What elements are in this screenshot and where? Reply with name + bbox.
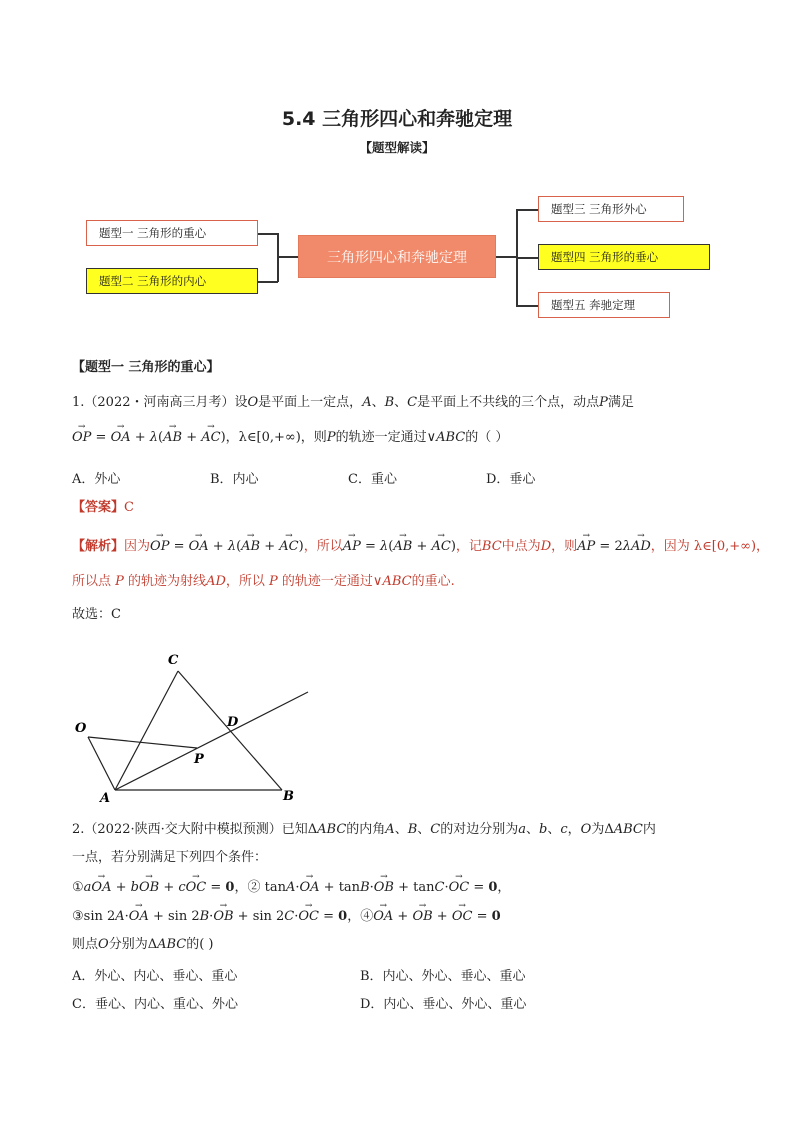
label-a: A [100, 791, 111, 806]
page-subtitle: 【题型解读】 [359, 140, 435, 155]
label-c: C [168, 653, 179, 668]
question-1-choice: 故选：C [72, 607, 121, 622]
mindmap-node-type5: 题型五 奔驰定理 [538, 292, 670, 318]
question-2-conditions-1: ①a→ OA + b→ OB + c→ OC = 0，② tanA·→ OA + tanB·→ OB + tanC·→ OC = 0， [72, 878, 510, 898]
question-1-option-a: A．外心 [72, 472, 121, 487]
connector [258, 281, 278, 283]
question-2-conditions-2: ③sin 2A·→ OA + sin 2B·→ OB + sin 2C·→ OC = 0，④→ OA + → OB + → OC = 0 [72, 907, 501, 927]
connector [516, 209, 538, 211]
connector [516, 257, 538, 259]
question-2-option-d: D．内心、垂心、外心、重心 [360, 997, 527, 1012]
mindmap-center-node: 三角形四心和奔驰定理 [298, 235, 496, 278]
question-2-option-a: A．外心、内心、垂心、重心 [72, 969, 238, 984]
mindmap-node-type2: 题型二 三角形的内心 [86, 268, 258, 294]
connector [516, 305, 538, 307]
question-2-option-b: B．内心、外心、垂心、重心 [360, 969, 526, 984]
question-1-analysis: 【解析】因为→ OP = → OA + λ(→ AB + → AC)，所以→ AP = λ(→ AB + → AC)，记BC中点为D，则→ AP = 2λ→ AD，因为 λ∈[0,+∞)， [72, 537, 769, 557]
question-1-analysis-cont: 所以点 P 的轨迹为射线AD，所以 P 的轨迹一定通过∨ABC的重心. [72, 574, 455, 589]
edge-cb [178, 671, 282, 790]
ray-ad [115, 692, 308, 790]
question-2-stem: 2.（2022·陕西·交大附中模拟预测）已知ΔABC的内角A、B、C的对边分别为a、b、c，O为ΔABC内 [72, 822, 656, 837]
question-1-answer: 【答案】C [72, 500, 134, 515]
question-1-option-c: C．重心 [348, 472, 397, 487]
question-1-option-d: D．垂心 [486, 472, 536, 487]
question-2-option-c: C．垂心、内心、重心、外心 [72, 997, 238, 1012]
edge-ac [115, 671, 178, 790]
connector [496, 256, 516, 258]
question-2-stem-cont: 一点，若分别满足下列四个条件： [72, 850, 268, 865]
mindmap-node-type4: 题型四 三角形的垂心 [538, 244, 710, 270]
question-2-ask: 则点O分别为ΔABC的( ) [72, 937, 214, 952]
mindmap-node-type1: 题型一 三角形的重心 [86, 220, 258, 246]
label-d: D [227, 715, 239, 730]
question-1-option-b: B．内心 [210, 472, 259, 487]
question-1-stem: 1.（2022・河南高三月考）设O是平面上一定点，A、B、C是平面上不共线的三个点，动点P满足 [72, 395, 634, 410]
label-b: B [283, 789, 294, 804]
connector [277, 233, 279, 282]
question-1-condition: → OP = → OA + λ(→ AB + → AC)，λ∈[0,+∞)，则P的轨迹一定通过∨ABC的（ ） [72, 428, 508, 448]
triangle-figure [60, 640, 330, 810]
connector [277, 256, 298, 258]
label-o: O [75, 721, 87, 736]
page-title: 5.4 三角形四心和奔驰定理 [281, 108, 513, 130]
label-p: P [194, 752, 204, 767]
mindmap-node-type3: 题型三 三角形外心 [538, 196, 684, 222]
segment-oa [88, 737, 115, 790]
connector [258, 233, 278, 235]
section-heading: 【题型一 三角形的重心】 [72, 360, 220, 375]
